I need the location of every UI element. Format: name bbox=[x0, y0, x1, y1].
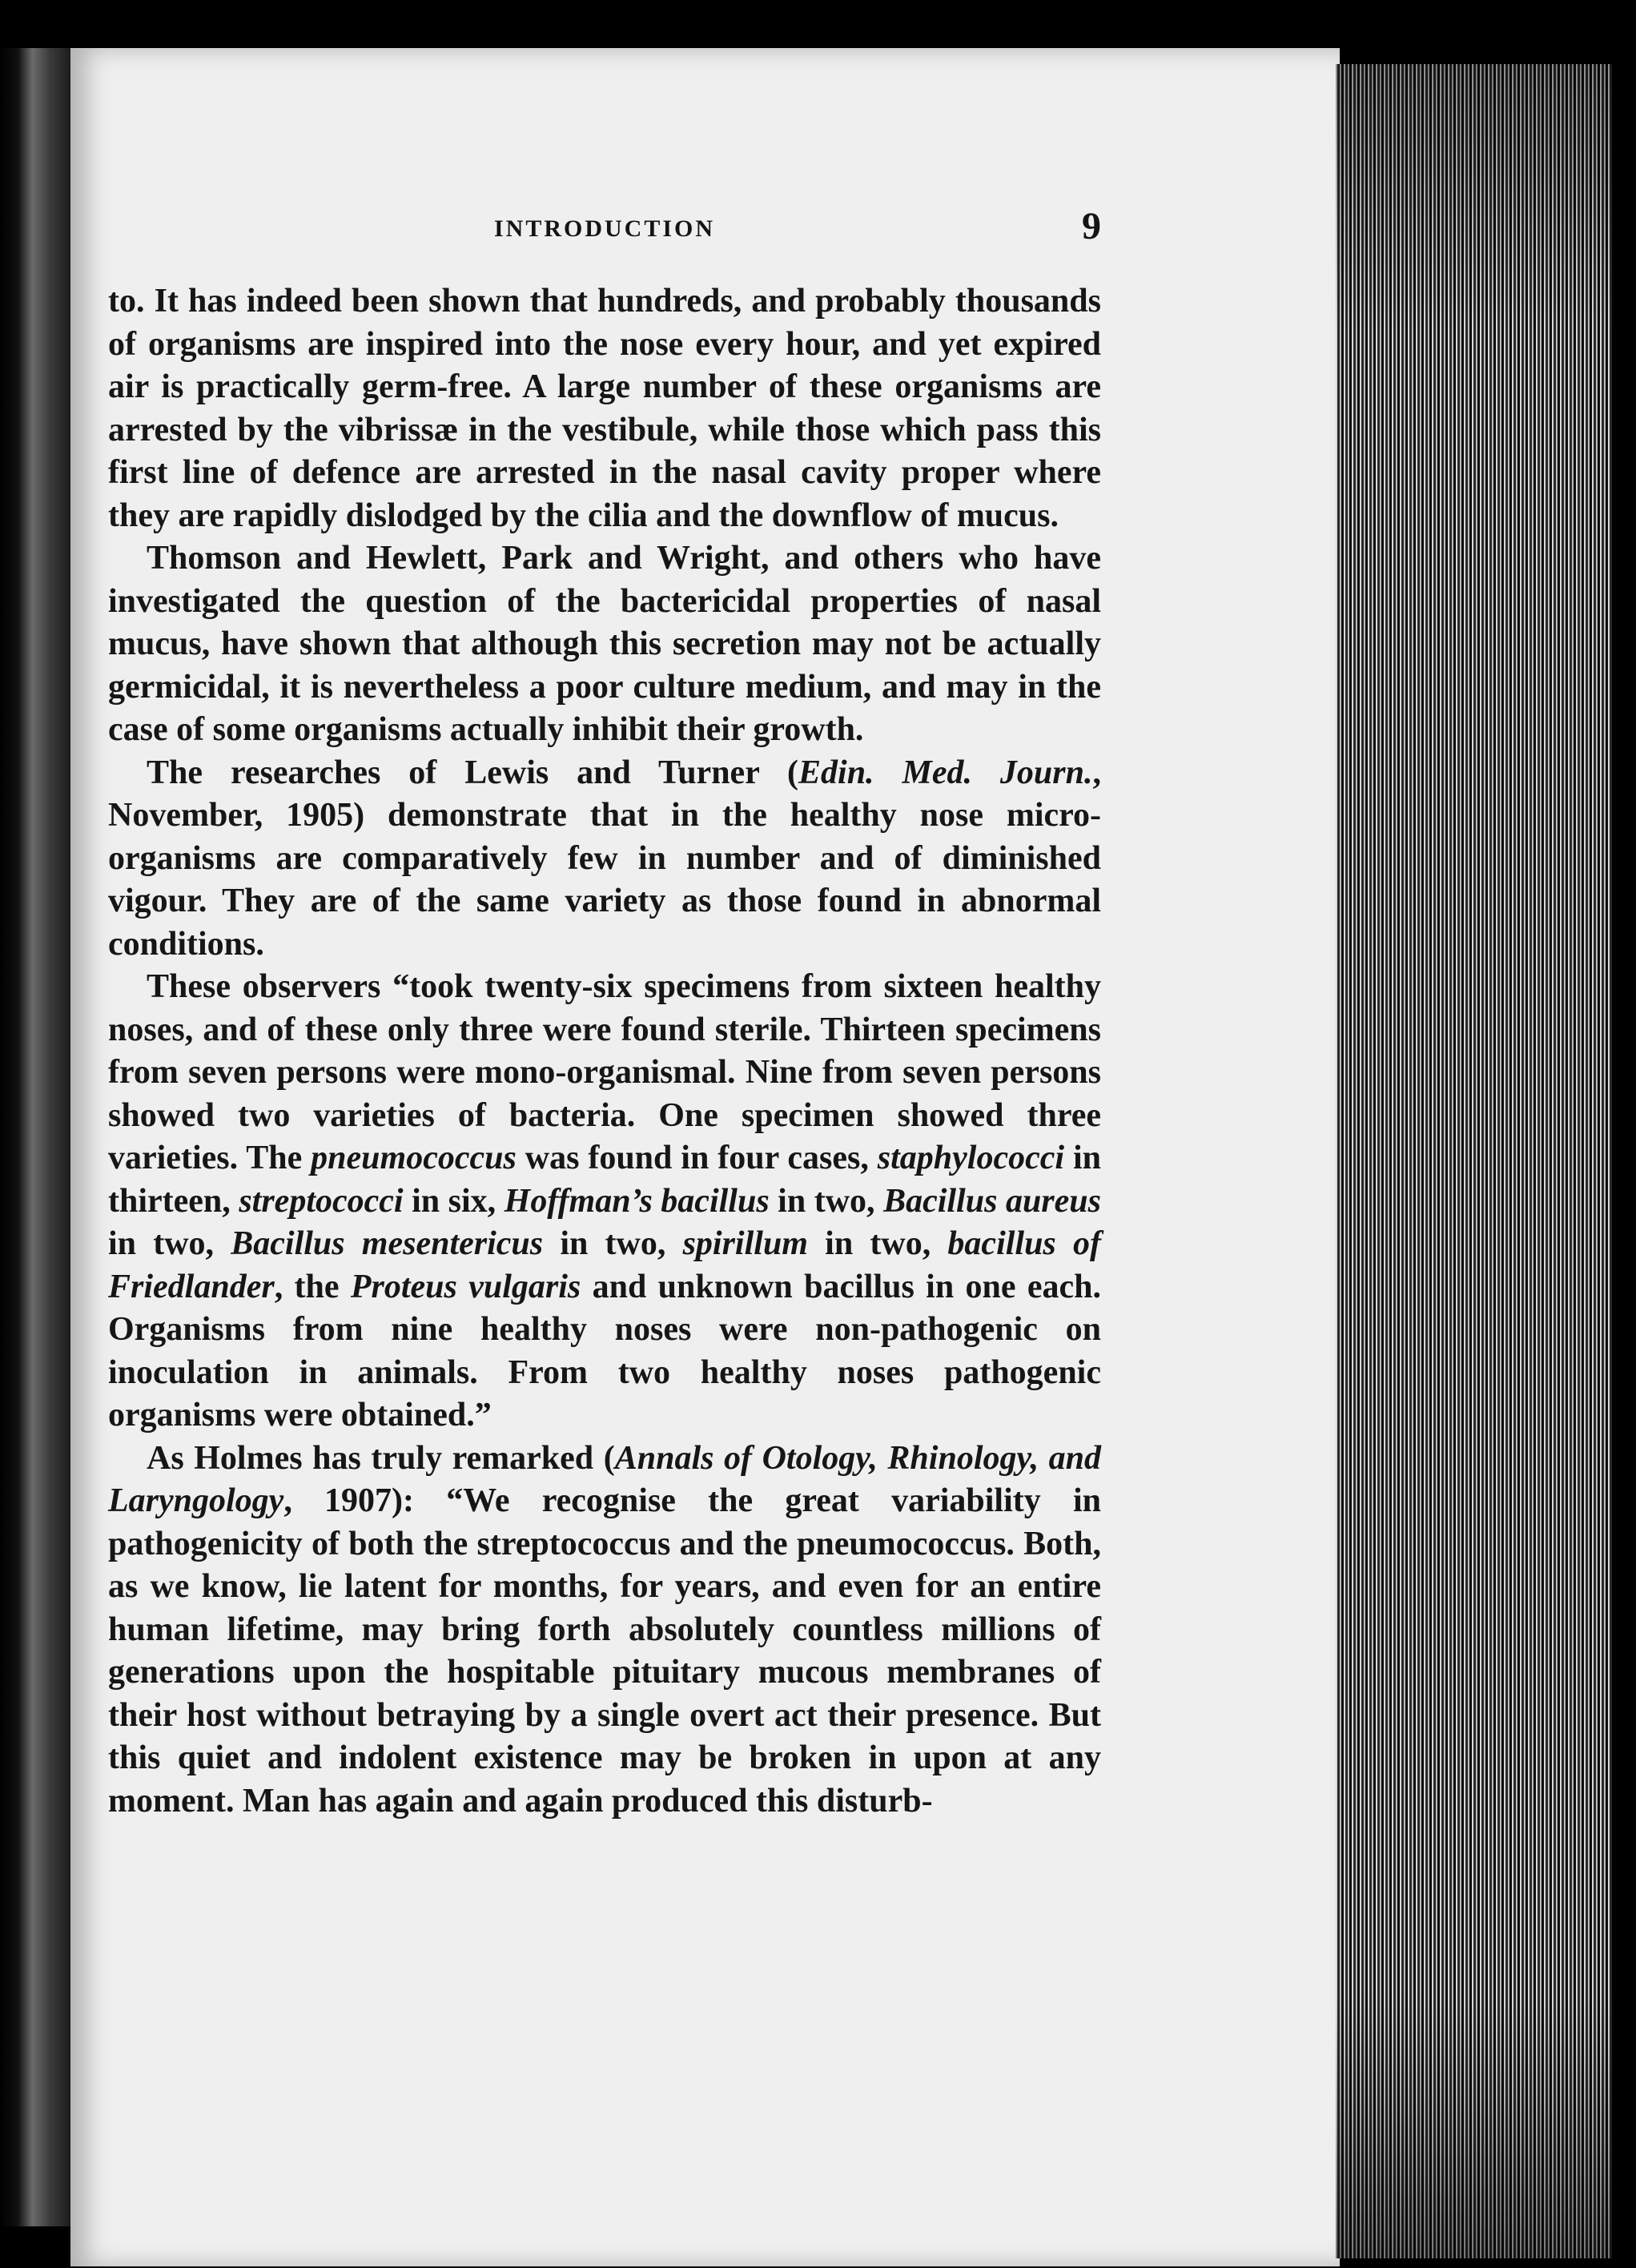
page-number: 9 bbox=[1082, 205, 1101, 247]
text-run: These observers “took twenty-six specimens from sixteen healthy noses, and of these only three were found sterile. Thirteen specimens from seven persons were mono-organismal. Nine from seven persons showed two varieties of bacteria. One specimen showed three varieties. The bbox=[108, 968, 1101, 1176]
italic-text: pneumococcus bbox=[311, 1140, 517, 1176]
text-run: , November, 1905) demonstrate that in the healthy nose micro-organisms are comparatively few in number and of diminished vigour. They are of the same variety as those found in abnormal conditions. bbox=[108, 754, 1101, 963]
page-stack-edges bbox=[1336, 64, 1612, 2258]
text-run: in two, bbox=[543, 1225, 683, 1262]
italic-text: staphylococci bbox=[877, 1140, 1065, 1176]
paragraph bbox=[108, 537, 1101, 752]
paragraph bbox=[108, 752, 1101, 967]
text-run: , 1907): “We recognise the great variability in pathogenicity of both the streptococcus and the pneumococcus. Both, as we know, lie latent for months, for years, and even for an entire human lifetime, may bring forth absolutely countless millions of generations upon the hospitable pituitary mucous membranes of their host without betraying by a single overt act their presence. But this quiet and indolent existence may be broken in upon at any moment. Man has again and again produced this disturb- bbox=[108, 1482, 1101, 1820]
text-run: in two, bbox=[108, 1225, 231, 1262]
text-run: As Holmes has truly remarked ( bbox=[147, 1439, 615, 1477]
italic-text: streptococci bbox=[239, 1182, 404, 1220]
italic-text: Edin. Med. Journ. bbox=[798, 754, 1093, 791]
page-header bbox=[108, 204, 1101, 260]
text-run: Thomson and Hewlett, Park and Wright, and others who have investigated the question of the bactericidal properties of nasal mucus, have shown that although this secretion may not be actually germicidal, it is nevertheless a poor culture medium, and may in the case of some organisms actually inhibit their growth. bbox=[108, 540, 1101, 748]
book-spine-edge bbox=[0, 48, 72, 2226]
italic-text: Hoffman’s bacillus bbox=[504, 1182, 770, 1220]
italic-text: Proteus vulgaris bbox=[350, 1268, 581, 1305]
paragraph bbox=[108, 1438, 1101, 1824]
body-text bbox=[108, 280, 1101, 1823]
running-head: INTRODUCTION bbox=[493, 215, 716, 242]
text-run: to. It has indeed been shown that hundreds, and probably thousands of organisms are inspired into the nose every hour, and yet expired air is practically germ-free. A large number of these organisms are arrested by the vibrissæ in the vestibule, while those which pass this first line of defence are arrested in the nasal cavity proper where they are rapidly dislodged by the cilia and the downflow of mucus. bbox=[108, 283, 1101, 534]
text-run: was found in four cases, bbox=[516, 1140, 878, 1176]
text-run: The researches of Lewis and Turner ( bbox=[147, 754, 799, 791]
text-run: in six, bbox=[403, 1182, 504, 1220]
italic-text: Annals of Otology, Rhinology, and Laryngology bbox=[108, 1439, 1102, 1519]
italic-text: bacillus of Friedlander bbox=[108, 1225, 1101, 1305]
text-run: and unknown bacillus in one each. Organisms from nine healthy noses were non-pathogenic on inoculation in animals. From two healthy noses pathogenic organisms were obtained.” bbox=[108, 1268, 1101, 1434]
text-run: in two, bbox=[769, 1182, 884, 1220]
italic-text: Bacillus aureus bbox=[883, 1182, 1101, 1220]
paragraph bbox=[108, 966, 1101, 1438]
italic-text: spirillum bbox=[682, 1225, 808, 1262]
text-run: in two, bbox=[807, 1225, 948, 1262]
paragraph bbox=[108, 280, 1101, 537]
text-run: in thirteen, bbox=[108, 1140, 1101, 1220]
text-run: , the bbox=[274, 1268, 351, 1305]
italic-text: Bacillus mesentericus bbox=[231, 1225, 544, 1262]
